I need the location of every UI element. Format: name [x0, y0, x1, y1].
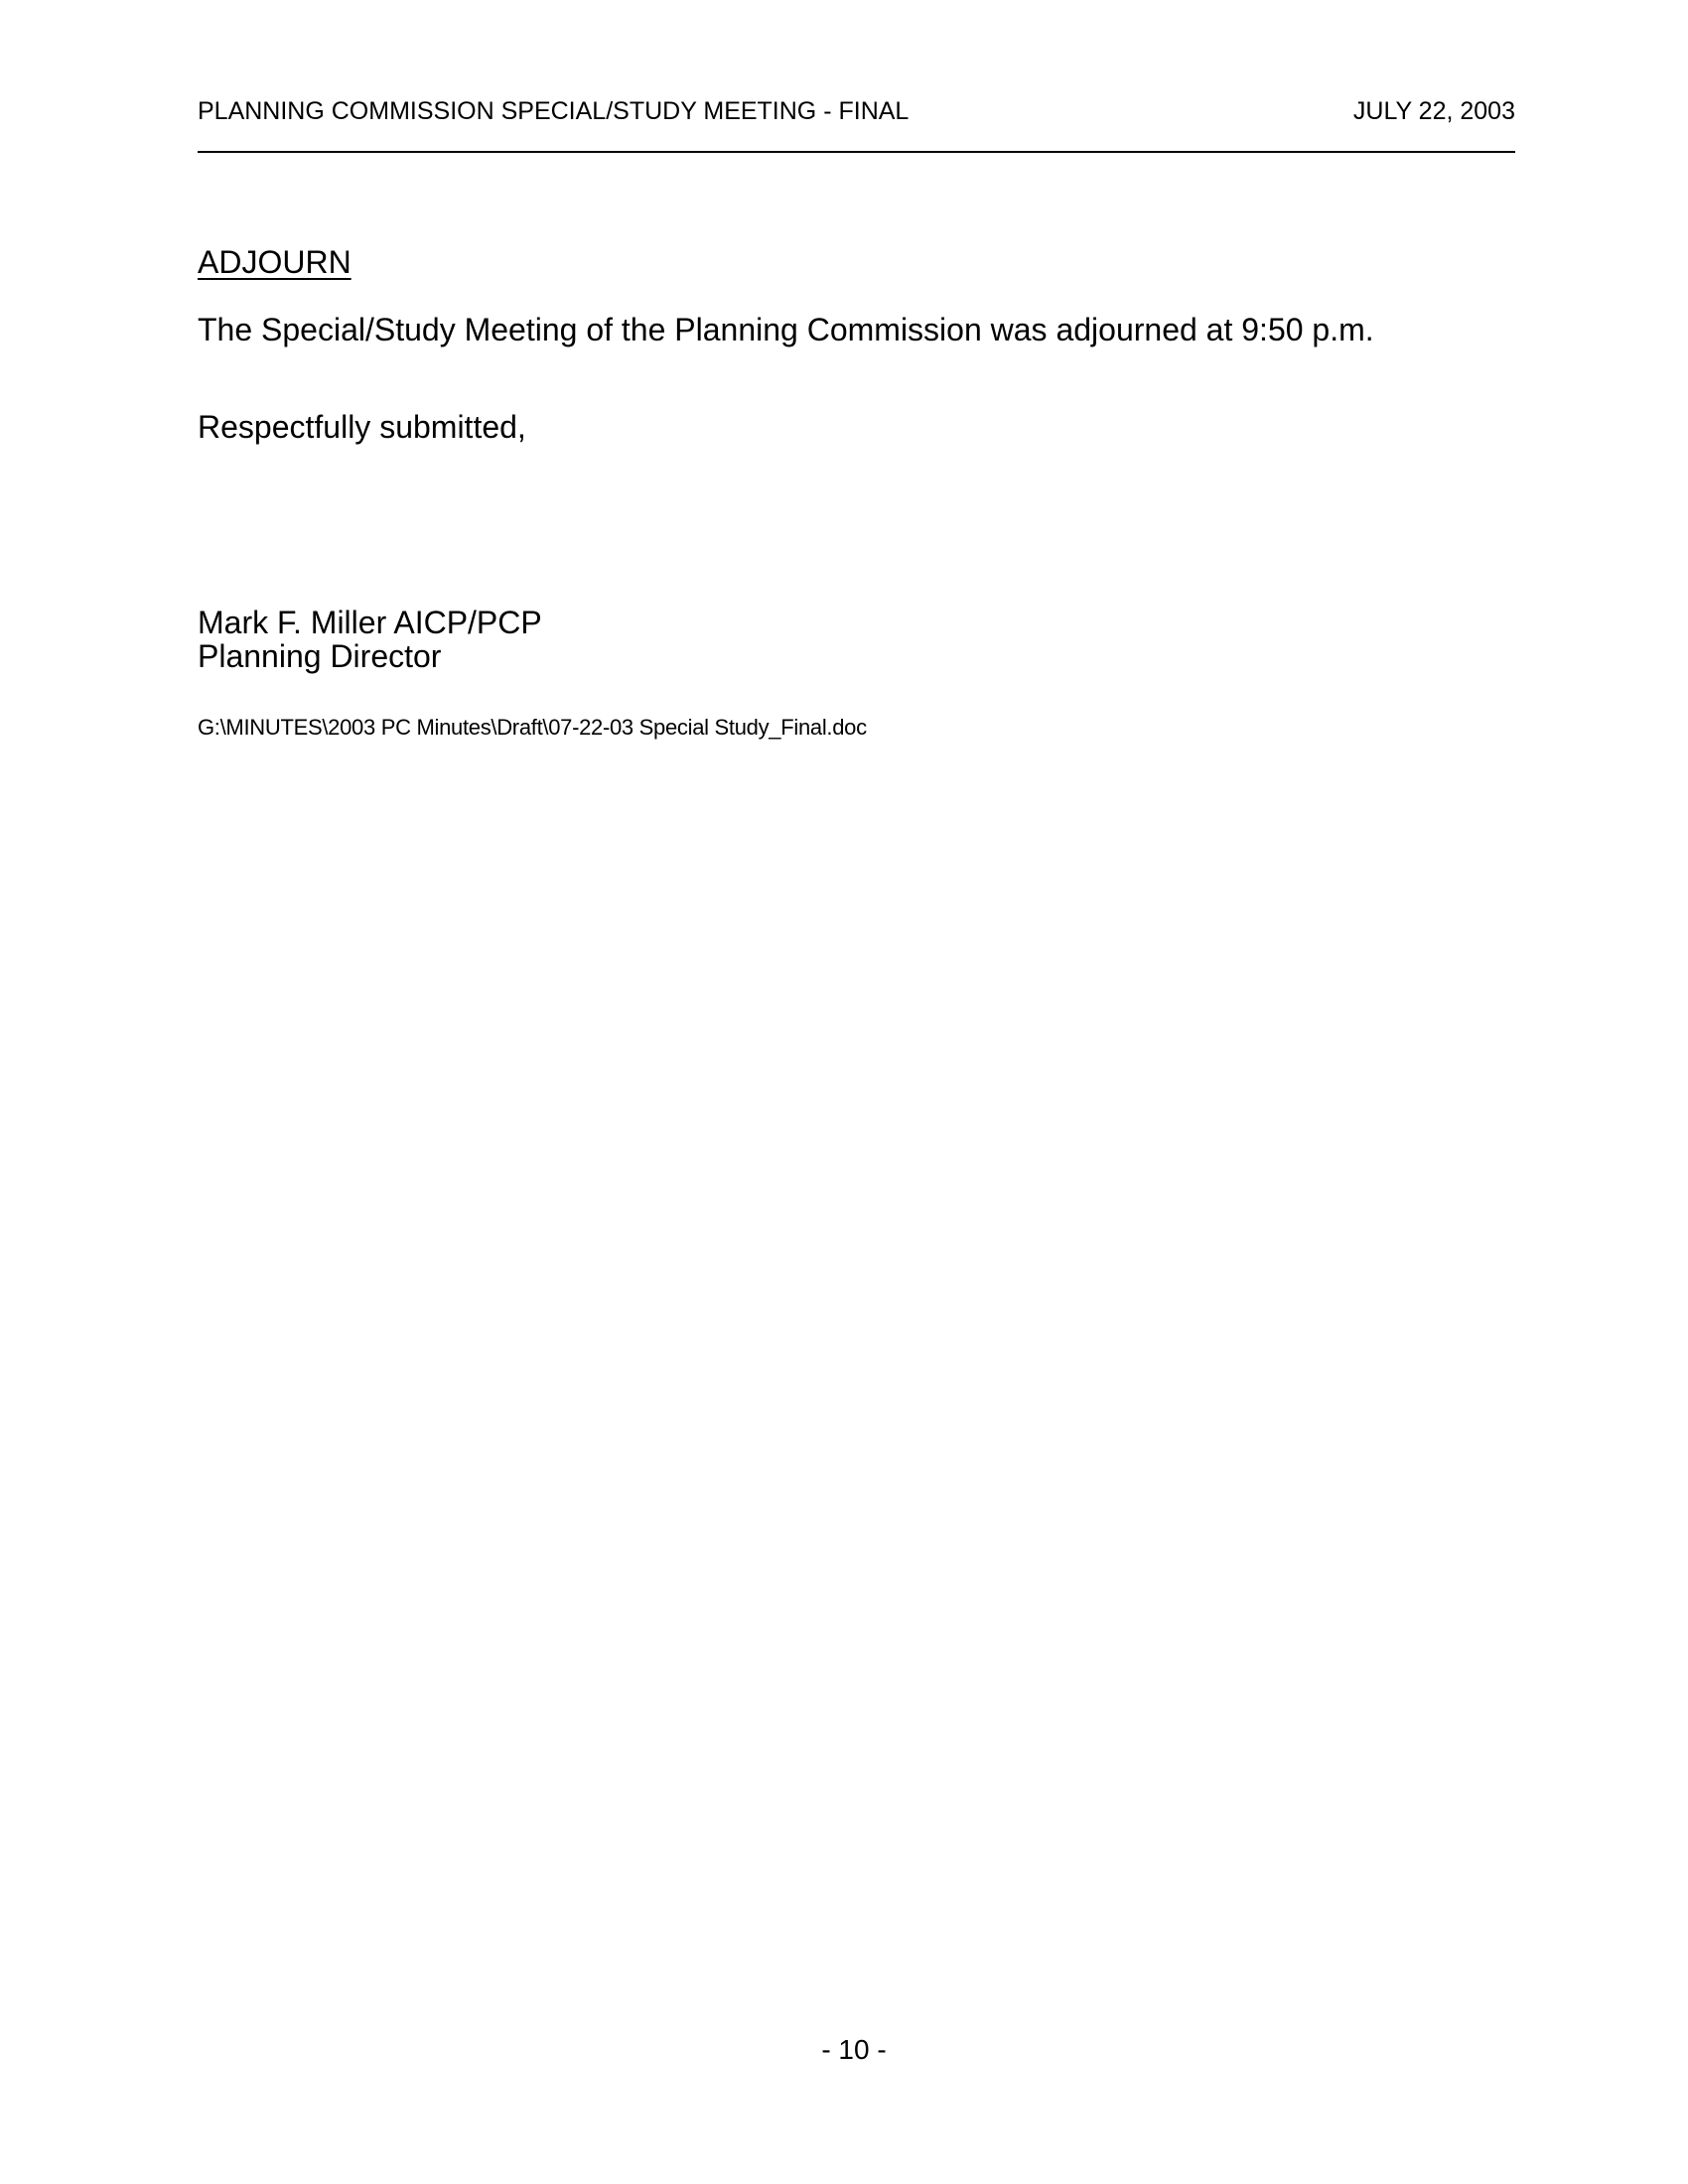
- header-date: JULY 22, 2003: [1352, 97, 1515, 125]
- header-title: PLANNING COMMISSION SPECIAL/STUDY MEETING - FINAL: [198, 97, 910, 125]
- closing-salutation: Respectfully submitted,: [198, 409, 526, 445]
- page-header: [198, 95, 1515, 153]
- adjournment-statement: The Special/Study Meeting of the Planning Commission was adjourned at 9:50 p.m.: [198, 312, 1374, 347]
- signature-block: [198, 606, 542, 673]
- signatory-title: Planning Director: [198, 638, 442, 674]
- signatory-name: Mark F. Miller AICP/PCP: [198, 605, 542, 640]
- page-number: - 10 -: [821, 2034, 887, 2065]
- document-file-path: G:\MINUTES\2003 PC Minutes\Draft\07-22-03 Special Study_Final.doc: [198, 715, 867, 740]
- section-heading-adjourn: ADJOURN: [198, 244, 352, 280]
